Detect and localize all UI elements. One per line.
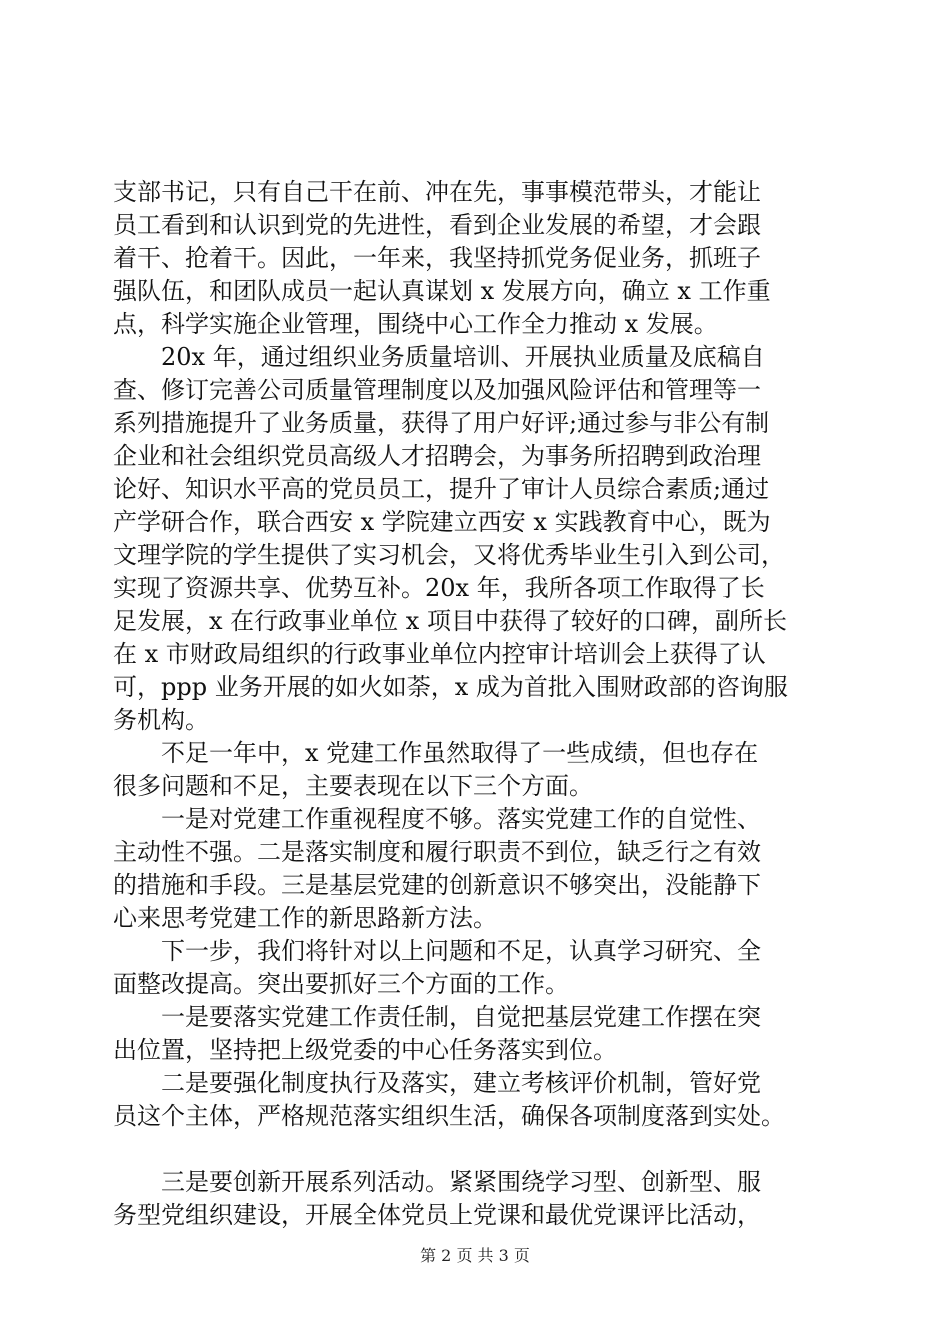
text-line: 在 x 市财政局组织的行政事业单位内控审计培训会上获得了认 xyxy=(113,640,766,668)
text-line: 企业和社会组织党员高级人才招聘会，为事务所招聘到政治理 xyxy=(113,442,761,470)
text-line: 系列措施提升了业务质量，获得了用户好评;通过参与非公有制 xyxy=(113,409,770,437)
text-line: 心来思考党建工作的新思路新方法。 xyxy=(113,904,497,932)
page-number-footer: 第 2 页 共 3 页 xyxy=(420,1246,530,1265)
text-line: 实现了资源共享、优势互补。20x 年，我所各项工作取得了长 xyxy=(113,574,765,602)
paragraph-start-line: 一是要落实党建工作责任制，自觉把基层党建工作摆在突 xyxy=(161,1003,761,1031)
paragraph-start-line: 下一步，我们将针对以上问题和不足，认真学习研究、全 xyxy=(161,937,761,965)
text-line: 务机构。 xyxy=(113,706,209,734)
text-line: 员这个主体，严格规范落实组织生活，确保各项制度落到实处。 xyxy=(113,1102,785,1130)
text-line: 务型党组织建设，开展全体党员上党课和最优党课评比活动， xyxy=(113,1201,761,1229)
text-line: 产学研合作，联合西安 x 学院建立西安 x 实践教育中心，既为 xyxy=(113,508,771,536)
text-line: 点，科学实施企业管理，围绕中心工作全力推动 x 发展。 xyxy=(113,310,718,338)
text-line: 的措施和手段。三是基层党建的创新意识不够突出，没能静下 xyxy=(113,871,761,899)
text-line: 查、修订完善公司质量管理制度以及加强风险评估和管理等一 xyxy=(113,376,761,404)
text-line: 很多问题和不足，主要表现在以下三个方面。 xyxy=(113,772,593,800)
document-body xyxy=(113,176,848,1232)
paragraph-spacer xyxy=(113,1133,848,1166)
paragraph-start-line: 不足一年中，x 党建工作虽然取得了一些成绩，但也存在 xyxy=(161,739,759,767)
text-line: 论好、知识水平高的党员员工，提升了审计人员综合素质;通过 xyxy=(113,475,770,503)
text-line: 支部书记，只有自己干在前、冲在先，事事模范带头，才能让 xyxy=(113,178,761,206)
paragraph-start-line: 三是要创新开展系列活动。紧紧围绕学习型、创新型、服 xyxy=(161,1168,761,1196)
text-line: 员工看到和认识到党的先进性，看到企业发展的希望，才会跟 xyxy=(113,211,761,239)
text-line: 可，ppp 业务开展的如火如荼，x 成为首批入围财政部的咨询服 xyxy=(113,673,788,701)
text-line: 出位置，坚持把上级党委的中心任务落实到位。 xyxy=(113,1036,617,1064)
text-line: 着干、抢着干。因此，一年来，我坚持抓党务促业务，抓班子 xyxy=(113,244,761,272)
paragraph-start-line: 20x 年，通过组织业务质量培训、开展执业质量及底稿自 xyxy=(161,343,765,371)
text-line: 强队伍，和团队成员一起认真谋划 x 发展方向，确立 x 工作重 xyxy=(113,277,771,305)
text-line: 足发展，x 在行政事业单位 x 项目中获得了较好的口碑，副所长 xyxy=(113,607,787,635)
paragraph-start-line: 一是对党建工作重视程度不够。落实党建工作的自觉性、 xyxy=(161,805,761,833)
text-line: 主动性不强。二是落实制度和履行职责不到位，缺乏行之有效 xyxy=(113,838,761,866)
text-line: 文理学院的学生提供了实习机会，又将优秀毕业生引入到公司， xyxy=(113,541,785,569)
paragraph-start-line: 二是要强化制度执行及落实，建立考核评价机制，管好党 xyxy=(161,1069,761,1097)
text-line: 面整改提高。突出要抓好三个方面的工作。 xyxy=(113,970,569,998)
